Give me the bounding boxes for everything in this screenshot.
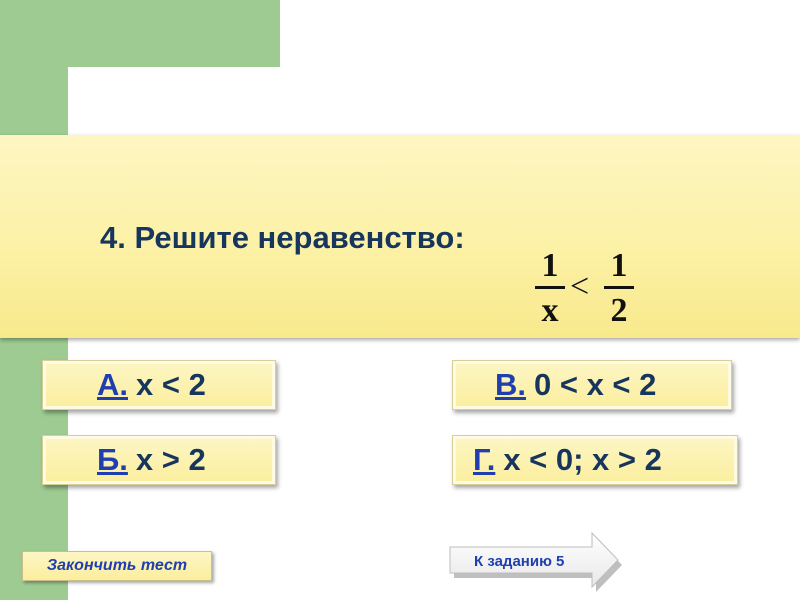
answer-letter[interactable]: В. <box>495 367 526 402</box>
left-fraction <box>535 248 565 329</box>
right-numerator: 1 <box>610 247 628 284</box>
left-denominator: x <box>541 292 559 329</box>
finish-test-button[interactable]: Закончить тест <box>22 551 212 581</box>
next-question-button[interactable] <box>446 531 624 593</box>
right-denominator: 2 <box>610 292 628 329</box>
answer-value: x > 2 <box>135 442 206 477</box>
answer-value: x < 0; x > 2 <box>503 442 662 477</box>
fraction-bar <box>535 286 565 289</box>
question-text: Решите неравенство: <box>134 220 465 255</box>
right-fraction <box>604 248 634 329</box>
next-question-label[interactable]: К заданию 5 <box>474 553 565 570</box>
left-numerator: 1 <box>541 247 559 284</box>
question-number: 4. <box>100 220 126 255</box>
answer-letter[interactable]: Г. <box>473 442 496 477</box>
answer-button-v[interactable] <box>452 360 732 410</box>
decorative-green-block <box>0 0 280 67</box>
fraction-bar <box>604 286 634 289</box>
inequality-operator: < <box>570 268 590 305</box>
answer-letter[interactable]: Б. <box>97 442 128 477</box>
answer-button-a[interactable] <box>42 360 276 410</box>
answer-letter[interactable]: А. <box>97 367 128 402</box>
answer-button-g[interactable] <box>452 435 738 485</box>
question-title <box>100 220 465 256</box>
answer-value: 0 < x < 2 <box>534 367 657 402</box>
answer-value: x < 2 <box>136 367 206 402</box>
answer-button-b[interactable] <box>42 435 276 485</box>
